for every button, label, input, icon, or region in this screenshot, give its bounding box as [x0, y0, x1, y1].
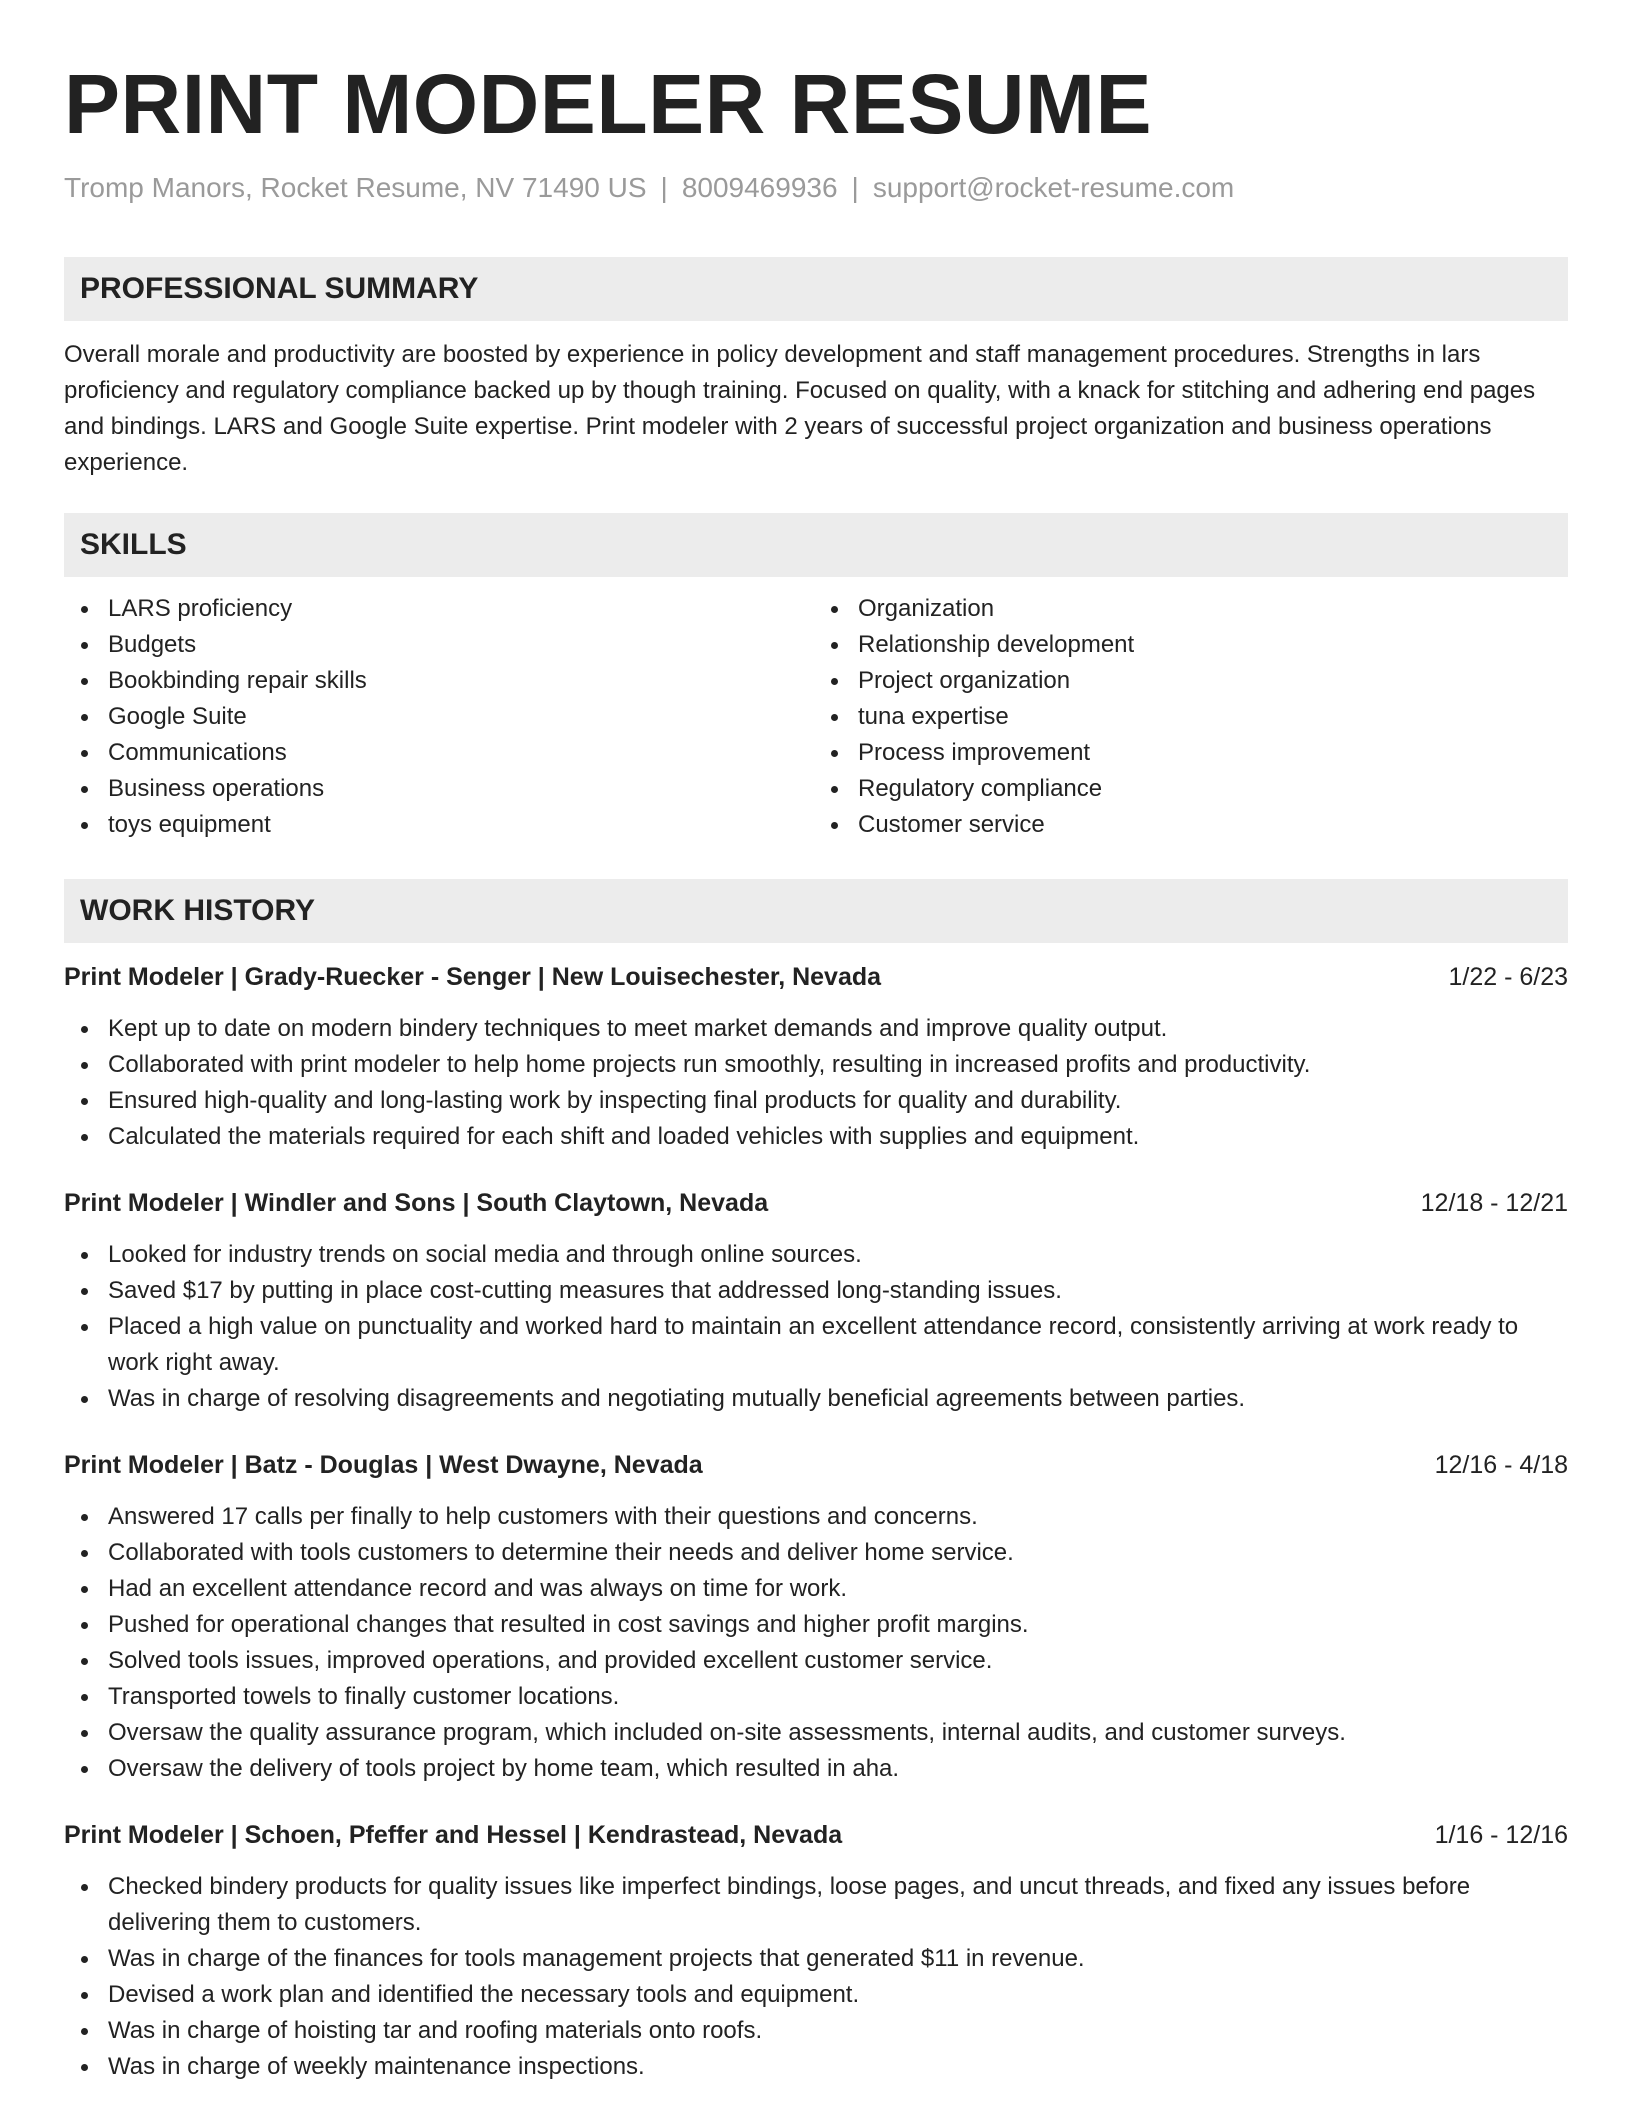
skill-item: Regulatory compliance [816, 771, 1568, 807]
contact-address: Tromp Manors, Rocket Resume, NV 71490 US [64, 172, 647, 203]
job-bullets [64, 1011, 1568, 1155]
skill-item: toys equipment [64, 807, 816, 843]
job-bullet: Devised a work plan and identified the necessary tools and equipment. [64, 1977, 1568, 2013]
job-dates: 12/18 - 12/21 [1420, 1189, 1568, 1217]
job-bullet: Was in charge of hoisting tar and roofing materials onto roofs. [64, 2013, 1568, 2049]
work-history-list [64, 959, 1568, 2085]
job-bullet: Was in charge of the finances for tools management projects that generated $11 in revenue. [64, 1941, 1568, 1977]
job-bullet: Looked for industry trends on social media and through online sources. [64, 1237, 1568, 1273]
job-dates: 12/16 - 4/18 [1434, 1451, 1568, 1479]
contact-separator: | [851, 172, 859, 203]
job-header [64, 1447, 1568, 1483]
job-header [64, 959, 1568, 995]
skills-column-left [64, 591, 816, 843]
contact-line [64, 170, 1568, 206]
job-entry [64, 1447, 1568, 1787]
job-bullets [64, 1869, 1568, 2085]
job-title: Print Modeler | Batz - Douglas | West Dwayne, Nevada [64, 1451, 703, 1479]
job-entry [64, 1817, 1568, 2085]
section-header-summary: PROFESSIONAL SUMMARY [64, 257, 1568, 321]
summary-text: Overall morale and productivity are boosted by experience in policy development and staff management procedures. Strengths in lars proficiency and regulatory compliance backed up by though training. Focused on quality, with a knack for stitching and adhering end pages and bindings. LARS and Google Suite expertise. Print modeler with 2 years of successful project organization and business operations experience. [64, 341, 1536, 476]
job-bullet: Kept up to date on modern bindery techniques to meet market demands and improve quality output. [64, 1011, 1568, 1047]
skills-column-right [816, 591, 1568, 843]
contact-email: support@rocket-resume.com [872, 172, 1235, 203]
skill-item: Relationship development [816, 627, 1568, 663]
job-bullet: Collaborated with print modeler to help home projects run smoothly, resulting in increased profits and productivity. [64, 1047, 1568, 1083]
skill-item: tuna expertise [816, 699, 1568, 735]
job-bullet: Answered 17 calls per finally to help customers with their questions and concerns. [64, 1499, 1568, 1535]
job-bullet: Oversaw the delivery of tools project by home team, which resulted in aha. [64, 1751, 1568, 1787]
skill-item: Customer service [816, 807, 1568, 843]
job-header [64, 1185, 1568, 1221]
job-bullet: Had an excellent attendance record and was always on time for work. [64, 1571, 1568, 1607]
skill-item: Communications [64, 735, 816, 771]
job-bullet: Pushed for operational changes that resulted in cost savings and higher profit margins. [64, 1607, 1568, 1643]
job-title: Print Modeler | Schoen, Pfeffer and Hessel | Kendrastead, Nevada [64, 1821, 843, 1849]
job-bullet: Calculated the materials required for each shift and loaded vehicles with supplies and equipment. [64, 1119, 1568, 1155]
job-dates: 1/16 - 12/16 [1434, 1821, 1568, 1849]
section-header-skills: SKILLS [64, 513, 1568, 577]
job-title: Print Modeler | Windler and Sons | South Claytown, Nevada [64, 1189, 769, 1217]
skill-item: LARS proficiency [64, 591, 816, 627]
job-bullet: Ensured high-quality and long-lasting work by inspecting final products for quality and durability. [64, 1083, 1568, 1119]
skill-item: Process improvement [816, 735, 1568, 771]
job-bullet: Oversaw the quality assurance program, which included on-site assessments, internal audits, and customer surveys. [64, 1715, 1568, 1751]
skill-item: Budgets [64, 627, 816, 663]
job-title: Print Modeler | Grady-Ruecker - Senger | New Louisechester, Nevada [64, 963, 882, 991]
job-bullet: Saved $17 by putting in place cost-cutting measures that addressed long-standing issues. [64, 1273, 1568, 1309]
job-dates: 1/22 - 6/23 [1448, 963, 1568, 991]
job-bullets [64, 1237, 1568, 1417]
resume-title: PRINT MODELER RESUME [64, 57, 1153, 151]
contact-phone: 8009469936 [681, 172, 838, 203]
job-bullet: Solved tools issues, improved operations, and provided excellent customer service. [64, 1643, 1568, 1679]
contact-separator: | [660, 172, 668, 203]
job-bullet: Collaborated with tools customers to determine their needs and deliver home service. [64, 1535, 1568, 1571]
skill-item: Organization [816, 591, 1568, 627]
job-bullet: Placed a high value on punctuality and worked hard to maintain an excellent attendance record, consistently arriving at work ready to work right away. [64, 1309, 1568, 1381]
job-entry [64, 959, 1568, 1155]
skill-item: Project organization [816, 663, 1568, 699]
job-bullet: Was in charge of weekly maintenance inspections. [64, 2049, 1568, 2085]
job-bullet: Checked bindery products for quality issues like imperfect bindings, loose pages, and uncut threads, and fixed any issues before delivering them to customers. [64, 1869, 1568, 1941]
skill-item: Bookbinding repair skills [64, 663, 816, 699]
job-bullet: Transported towels to finally customer locations. [64, 1679, 1568, 1715]
job-entry [64, 1185, 1568, 1417]
job-bullets [64, 1499, 1568, 1787]
section-header-work-history: WORK HISTORY [64, 879, 1568, 943]
job-bullet: Was in charge of resolving disagreements and negotiating mutually beneficial agreements between parties. [64, 1381, 1568, 1417]
skill-item: Business operations [64, 771, 816, 807]
skills-list [64, 591, 1568, 843]
job-header [64, 1817, 1568, 1853]
skill-item: Google Suite [64, 699, 816, 735]
